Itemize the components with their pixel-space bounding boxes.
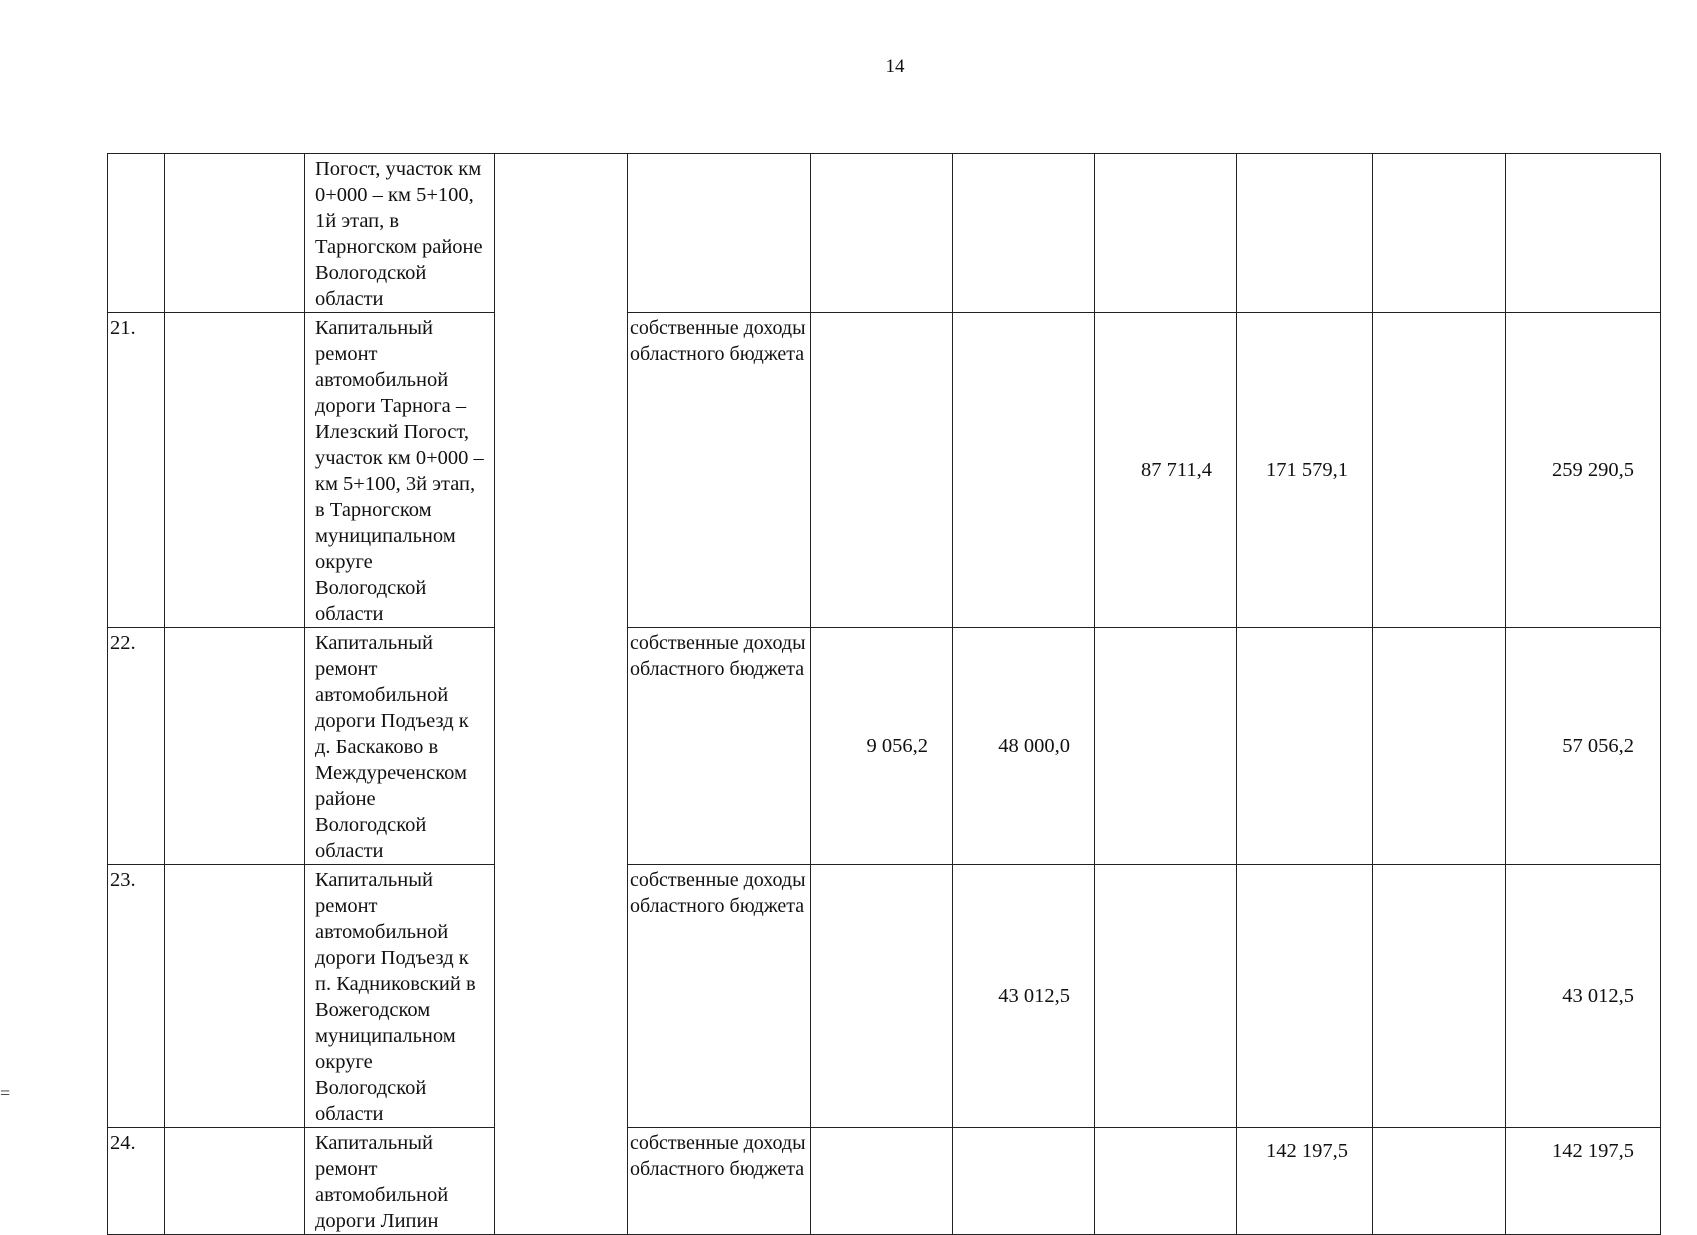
value-cell (1373, 1128, 1506, 1235)
merged-column (495, 154, 628, 1235)
margin-mark: = (0, 1083, 11, 1103)
empty-cell (165, 313, 305, 628)
value-cell (1373, 628, 1506, 865)
value-cell (1095, 865, 1237, 1128)
table-row (108, 1128, 1661, 1235)
object-name: Капитальный ремонт автомобильной дороги Подъезд к д. Баскаково в Междуреченском районе Вологодской области (305, 628, 495, 865)
value-cell: 43 012,5 (953, 865, 1095, 1128)
total-cell: 142 197,5 (1506, 1128, 1661, 1235)
table-row (108, 865, 1661, 1128)
value-cell (1373, 154, 1506, 313)
value-cell (1237, 865, 1373, 1128)
total-cell: 57 056,2 (1506, 628, 1661, 865)
empty-cell (165, 154, 305, 313)
row-number (108, 154, 165, 313)
object-name: Погост, участок км 0+000 – км 5+100, 1й этап, в Тарногском районе Вологодской области (305, 154, 495, 313)
funding-source (628, 154, 811, 313)
value-cell: 48 000,0 (953, 628, 1095, 865)
value-cell (811, 1128, 953, 1235)
value-cell (1373, 865, 1506, 1128)
row-number: 22. (108, 628, 165, 865)
value-cell (811, 313, 953, 628)
value-cell (953, 1128, 1095, 1235)
value-cell: 142 197,5 (1237, 1128, 1373, 1235)
funding-source: собственные доходы областного бюджета (628, 628, 811, 865)
total-cell: 259 290,5 (1506, 313, 1661, 628)
value-cell (1095, 154, 1237, 313)
funding-source: собственные доходы областного бюджета (628, 1128, 811, 1235)
object-name: Капитальный ремонт автомобильной дороги Подъезд к п. Кадниковский в Вожегодском муниципальном округе Вологодской области (305, 865, 495, 1128)
value-cell (1373, 313, 1506, 628)
value-cell: 87 711,4 (1095, 313, 1237, 628)
value-cell (1095, 628, 1237, 865)
value-cell (1095, 1128, 1237, 1235)
budget-table (107, 153, 1661, 1235)
table-row (108, 313, 1661, 628)
empty-cell (165, 628, 305, 865)
funding-source: собственные доходы областного бюджета (628, 865, 811, 1128)
table-row (108, 628, 1661, 865)
table-row (108, 154, 1661, 313)
total-cell: 43 012,5 (1506, 865, 1661, 1128)
object-name: Капитальный ремонт автомобильной дороги Липин (305, 1128, 495, 1235)
row-number: 21. (108, 313, 165, 628)
total-cell (1506, 154, 1661, 313)
value-cell (1237, 628, 1373, 865)
value-cell: 9 056,2 (811, 628, 953, 865)
empty-cell (165, 1128, 305, 1235)
value-cell (811, 154, 953, 313)
value-cell (811, 865, 953, 1128)
row-number: 24. (108, 1128, 165, 1235)
empty-cell (165, 865, 305, 1128)
funding-source: собственные доходы областного бюджета (628, 313, 811, 628)
object-name: Капитальный ремонт автомобильной дороги Тарнога – Илезский Погост, участок км 0+000 – км 5+100, 3й этап, в Тарногском муниципальном округе Вологодской области (305, 313, 495, 628)
value-cell (1237, 154, 1373, 313)
row-number: 23. (108, 865, 165, 1128)
page-number: 14 (885, 56, 905, 77)
value-cell (953, 313, 1095, 628)
value-cell (953, 154, 1095, 313)
value-cell: 171 579,1 (1237, 313, 1373, 628)
